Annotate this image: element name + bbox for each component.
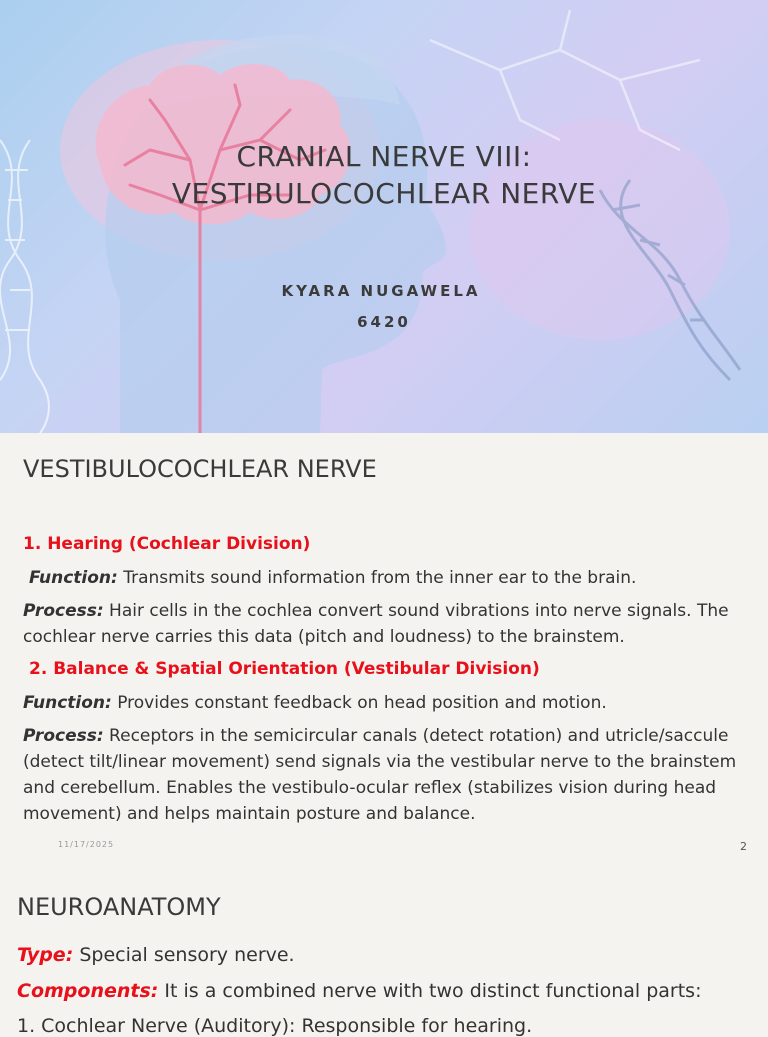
slide-heading: VESTIBULOCOCHLEAR NERVE: [23, 455, 377, 483]
author-name: KYARA NUGAWELA: [281, 282, 481, 300]
function-text: Provides constant feedback on head position and motion.: [111, 693, 607, 713]
components-text: It is a combined nerve with two distinct functional parts:: [158, 980, 702, 1002]
function-label: Function:: [23, 693, 112, 713]
components-line: [17, 980, 701, 1002]
title-line-1: CRANIAL NERVE VIII:: [236, 140, 532, 173]
type-line: [17, 944, 295, 966]
balance-process-paragraph: [23, 723, 753, 827]
title-slide: [0, 0, 768, 433]
student-id: 6420: [357, 313, 411, 331]
type-text: Special sensory nerve.: [73, 944, 295, 966]
brain-illustration: [0, 0, 768, 433]
slide-date: 11/17/2025: [58, 840, 115, 849]
hearing-process-paragraph: [23, 598, 753, 650]
content-slide: [0, 433, 768, 860]
balance-function-paragraph: [23, 690, 753, 716]
process-label: Process:: [23, 601, 104, 621]
function-label: Function:: [29, 568, 118, 588]
slide-title: [0, 138, 768, 212]
page-number: 2: [740, 840, 747, 853]
component-item-1: 1. Cochlear Nerve (Auditory): Responsible for hearing.: [17, 1015, 533, 1037]
function-text: Transmits sound information from the inner ear to the brain.: [117, 568, 637, 588]
type-label: Type:: [17, 944, 74, 966]
process-text: Receptors in the semicircular canals (detect rotation) and utricle/saccule (detect tilt/linear movement) send signals via the vestibular nerve to the brainstem and cerebellum. Enables the vestibulo-ocular reflex (stabilizes vision during head movement) and helps maintain posture and balance.: [23, 726, 737, 824]
slide-heading: NEUROANATOMY: [17, 893, 221, 921]
section-title-hearing: 1. Hearing (Cochlear Division): [23, 534, 311, 554]
neuroanatomy-slide: [0, 860, 768, 1037]
title-line-2: VESTIBULOCOCHLEAR NERVE: [171, 177, 597, 210]
process-label: Process:: [23, 726, 104, 746]
process-text: Hair cells in the cochlea convert sound vibrations into nerve signals. The cochlear nerve carries this data (pitch and loudness) to the brainstem.: [23, 601, 729, 647]
hearing-function-paragraph: [29, 565, 759, 591]
section-title-balance: 2. Balance & Spatial Orientation (Vestibular Division): [29, 659, 540, 679]
components-label: Components:: [17, 980, 159, 1002]
